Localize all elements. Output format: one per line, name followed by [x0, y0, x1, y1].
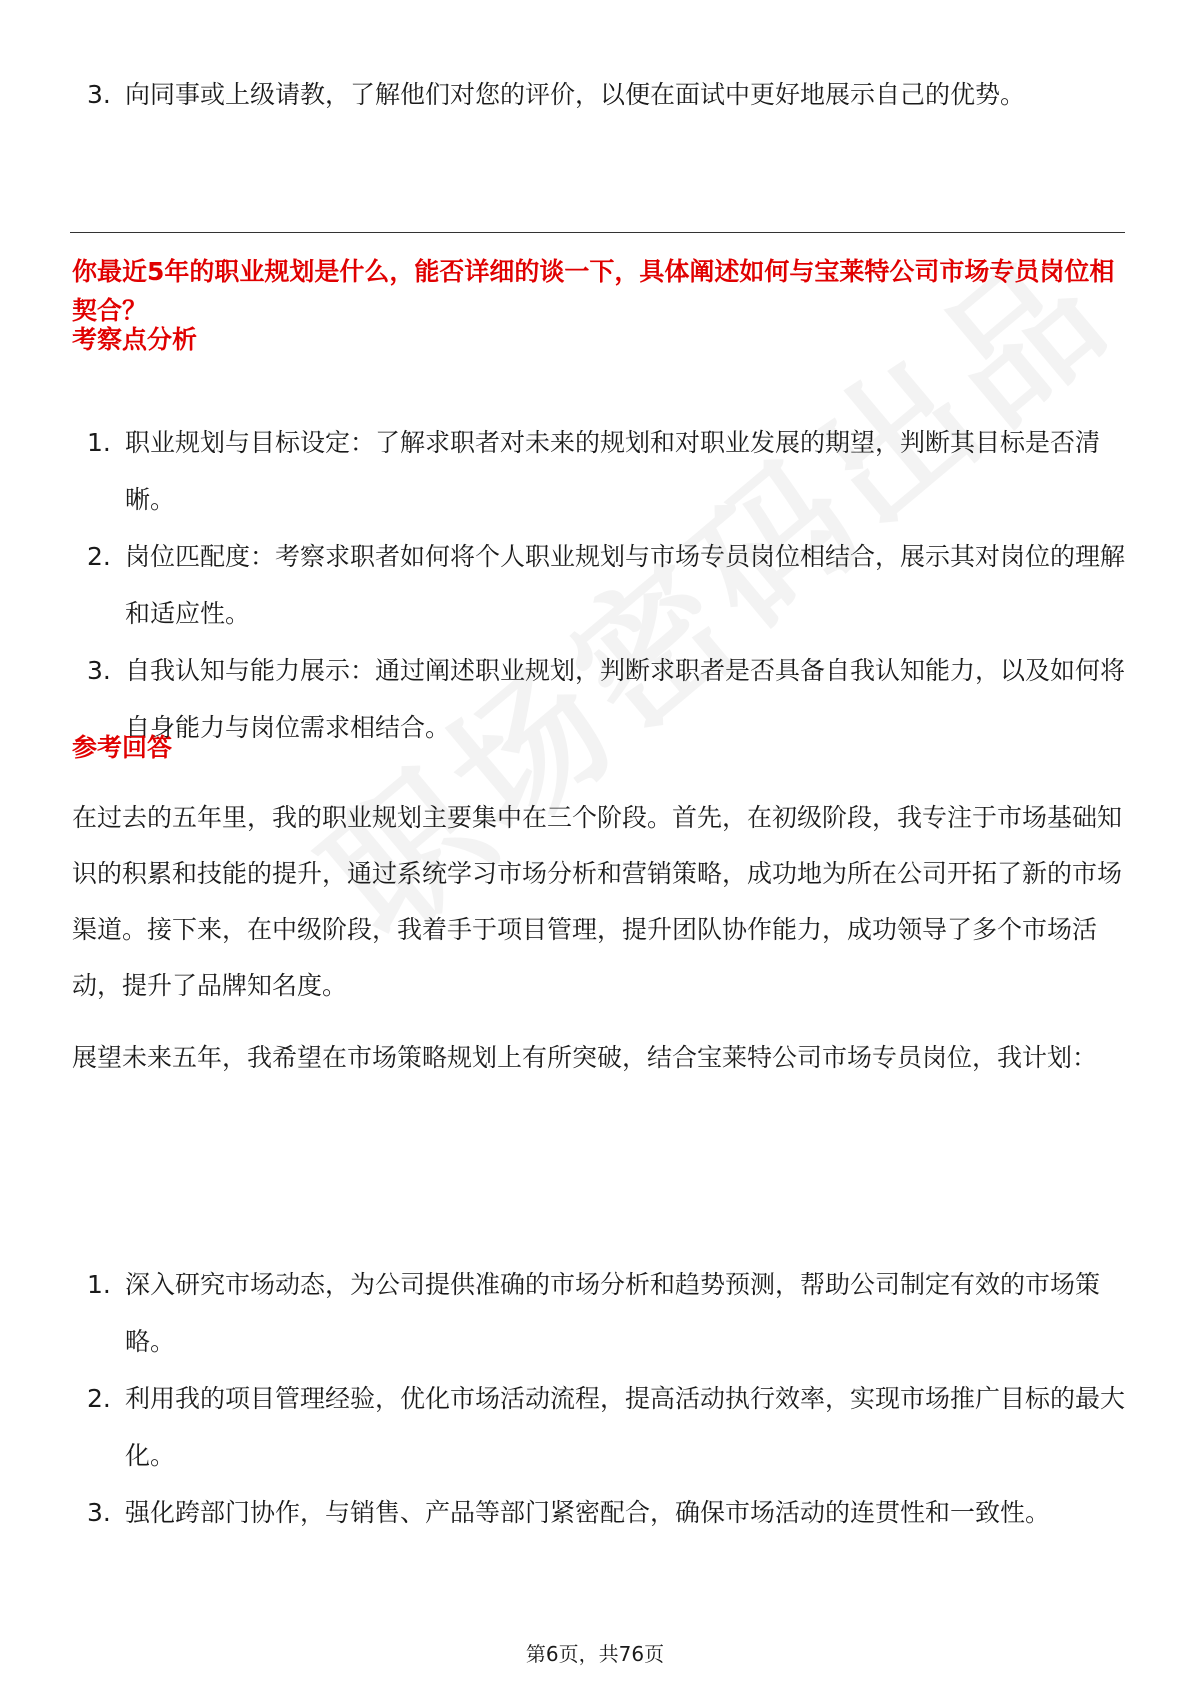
list-item: [0, 1484, 1125, 1541]
list-text: 利用我的项目管理经验，优化市场活动流程，提高活动执行效率，实现市场推广目标的最大化。: [125, 1384, 1126, 1470]
list-number: 3.: [87, 80, 111, 109]
list-text: 职业规划与目标设定：了解求职者对未来的规划和对职业发展的期望，判断其目标是否清晰。: [125, 428, 1101, 514]
page-number: 第6页，共76页: [525, 1642, 665, 1666]
list-item: [0, 1370, 1125, 1484]
analysis-list: [0, 414, 1125, 756]
list-number: 2.: [87, 542, 111, 571]
list-text: 岗位匹配度：考察求职者如何将个人职业规划与市场专员岗位相结合，展示其对岗位的理解和适应性。: [125, 542, 1126, 628]
list-item: [0, 1256, 1125, 1370]
continued-list: [0, 66, 1125, 123]
list-item: [0, 66, 1125, 123]
list-text: 自我认知与能力展示：通过阐述职业规划，判断求职者是否具备自我认知能力，以及如何将自身能力与岗位需求相结合。: [125, 656, 1126, 742]
list-number: 1.: [87, 1270, 111, 1299]
list-item: [0, 528, 1125, 642]
list-number: 2.: [87, 1384, 111, 1413]
answer-title: 参考回答: [72, 733, 173, 762]
list-text: 向同事或上级请教，了解他们对您的评价，以便在面试中更好地展示自己的优势。: [125, 80, 1026, 109]
question-heading: 你最近5年的职业规划是什么，能否详细的谈一下，具体阐述如何与宝莱特公司市场专员岗位相契合？: [72, 257, 1115, 325]
list-number: 3.: [87, 1498, 111, 1527]
list-item: [0, 414, 1125, 528]
answer-paragraph: 在过去的五年里，我的职业规划主要集中在三个阶段。首先，在初级阶段，我专注于市场基础知识的积累和技能的提升，通过系统学习市场分析和营销策略，成功地为所在公司开拓了新的市场渠道。接下来，在中级阶段，我着手于项目管理，提升团队协作能力，成功领导了多个市场活动，提升了品牌知名度。: [72, 803, 1123, 1000]
list-number: 1.: [87, 428, 111, 457]
list-text: 强化跨部门协作，与销售、产品等部门紧密配合，确保市场活动的连贯性和一致性。: [125, 1498, 1051, 1527]
list-text: 深入研究市场动态，为公司提供准确的市场分析和趋势预测，帮助公司制定有效的市场策略。: [125, 1270, 1101, 1356]
analysis-title: 考察点分析: [72, 325, 198, 354]
divider: [70, 232, 1125, 233]
list-number: 3.: [87, 656, 111, 685]
answer-paragraph: 展望未来五年，我希望在市场策略规划上有所突破，结合宝莱特公司市场专员岗位，我计划：: [72, 1043, 1098, 1072]
plan-list: [0, 1256, 1125, 1541]
